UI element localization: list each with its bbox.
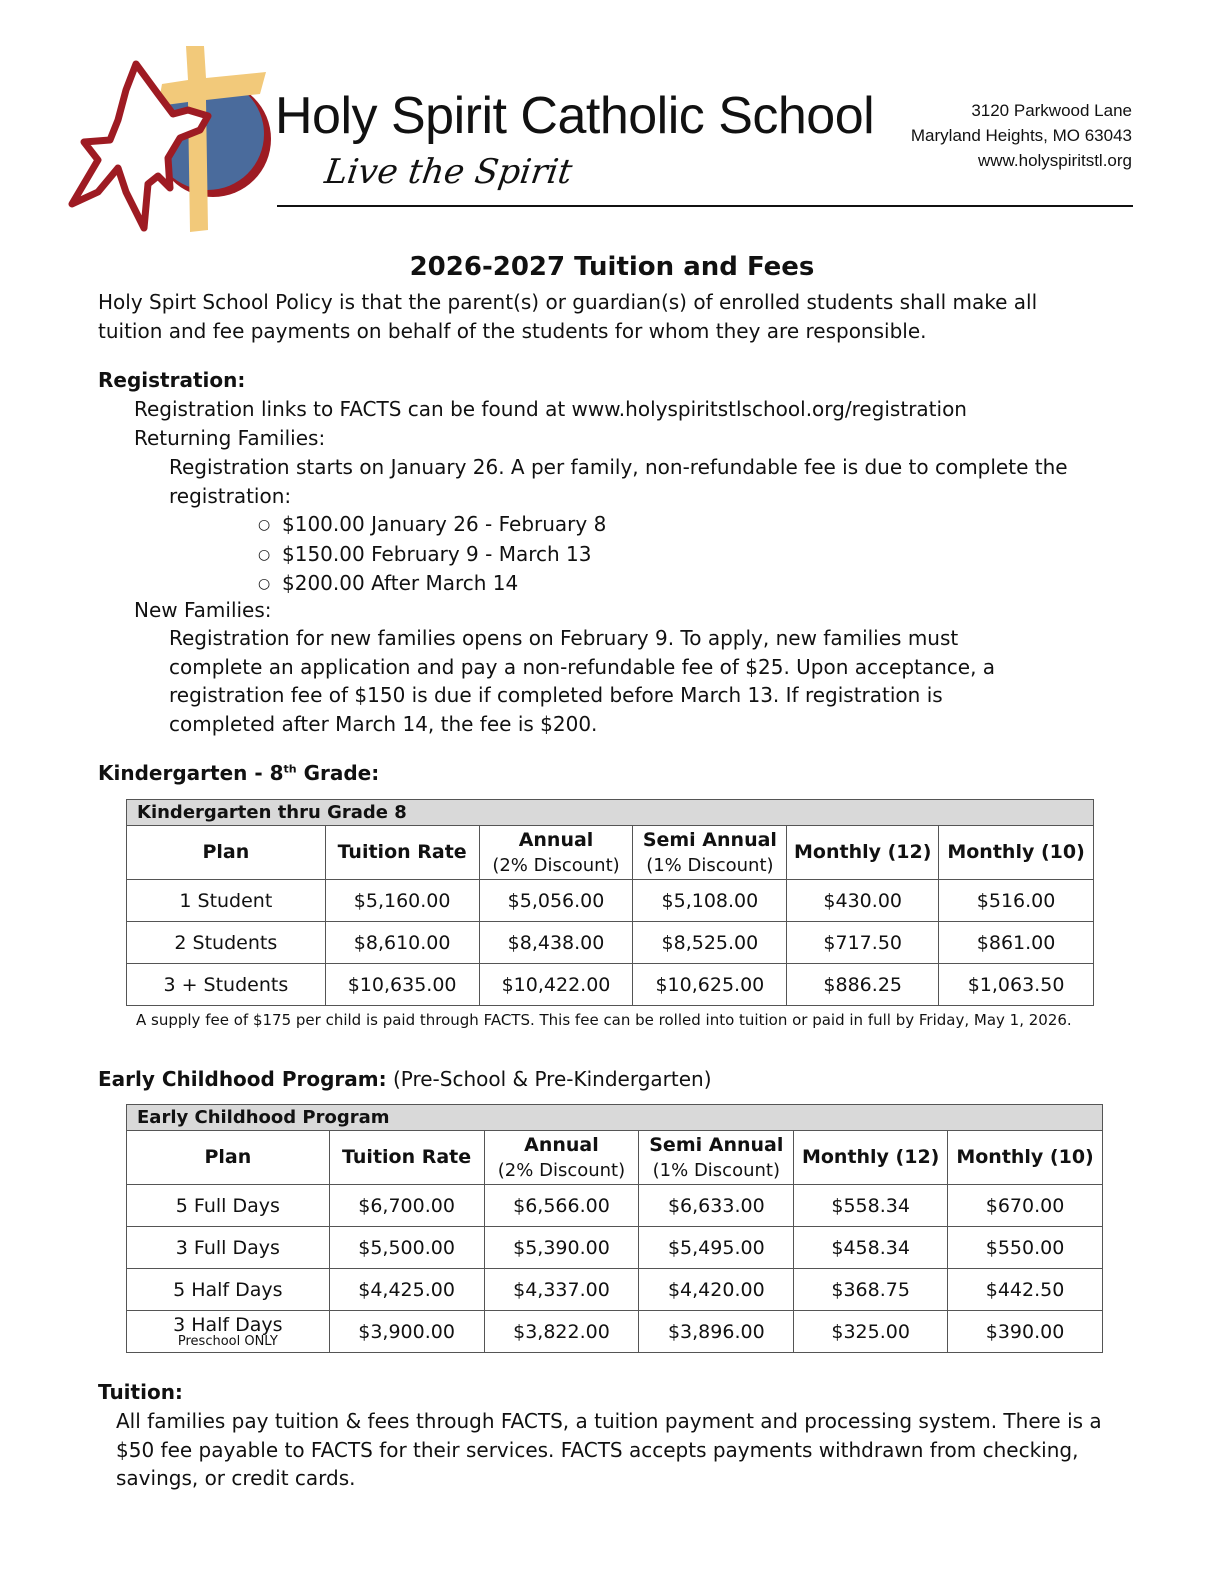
table-cell: $430.00 xyxy=(787,880,939,922)
tuition-line: $50 fee payable to FACTS for their services. FACTS accepts payments withdrawn from checking, xyxy=(116,1437,1079,1462)
column-header: Monthly (12) xyxy=(794,1131,948,1185)
plan-name: 3 Half Days xyxy=(173,1314,283,1336)
address-city: Maryland Heights, MO 63043 xyxy=(910,126,1132,145)
table-row xyxy=(127,1185,1103,1227)
dove-cross-logo-icon xyxy=(68,42,273,240)
table-cell: $5,160.00 xyxy=(325,880,479,922)
table-cell: $6,700.00 xyxy=(329,1185,484,1227)
fee-list-item-text: $200.00 After March 14 xyxy=(282,571,519,596)
policy-line: Holy Spirt School Policy is that the parent(s) or guardian(s) of enrolled students shall make all xyxy=(98,290,1038,314)
table-cell: $550.00 xyxy=(948,1227,1103,1269)
new-families-text xyxy=(169,624,995,738)
registration-heading: Registration: xyxy=(98,368,246,392)
table-cell: $8,525.00 xyxy=(633,922,787,964)
table-cell: $6,566.00 xyxy=(484,1185,639,1227)
table-cell: 5 Half Days xyxy=(127,1269,330,1311)
k8-heading-text: Kindergarten - 8 xyxy=(98,761,284,785)
school-logo xyxy=(68,42,273,240)
fee-list-item-text: $100.00 January 26 - February 8 xyxy=(282,512,607,536)
tuition-line: All families pay tuition & fees through FACTS, a tuition payment and processing system. There is a xyxy=(116,1409,1102,1433)
policy-text xyxy=(98,288,1037,345)
column-header: Tuition Rate xyxy=(325,826,479,880)
table-cell: $10,422.00 xyxy=(479,964,633,1006)
returning-line: Registration starts on January 26. A per family, non-refundable fee is due to complete the xyxy=(169,455,1068,479)
table-cell: $10,625.00 xyxy=(633,964,787,1006)
tuition-line: savings, or credit cards. xyxy=(116,1466,356,1491)
table-row xyxy=(127,964,1094,1006)
k8-tuition-table xyxy=(126,799,1094,1006)
early-childhood-heading xyxy=(98,1065,712,1094)
table-cell: $4,420.00 xyxy=(639,1269,794,1311)
plan-note: Preschool ONLY xyxy=(177,1334,278,1349)
policy-line: tuition and fee payments on behalf of the students for whom they are responsible. xyxy=(98,318,927,343)
new-families-line: Registration for new families opens on February 9. To apply, new families must xyxy=(169,626,959,650)
table-cell: 1 Student xyxy=(127,880,326,922)
k8-heading-tail: Grade: xyxy=(296,761,380,785)
column-header: Semi Annual (1% Discount) xyxy=(633,826,787,880)
fee-list-item xyxy=(258,540,606,570)
table-cell: $558.34 xyxy=(794,1185,948,1227)
table-row xyxy=(127,1311,1103,1353)
table-cell xyxy=(127,1311,330,1353)
table-header-row xyxy=(127,826,1094,880)
new-families-line: completed after March 14, the fee is $200. xyxy=(169,711,598,736)
table-cell: $4,337.00 xyxy=(484,1269,639,1311)
school-tagline: Live the Spirit xyxy=(322,152,575,192)
table-cell: $670.00 xyxy=(948,1185,1103,1227)
fee-list-item xyxy=(258,569,606,599)
table-caption: Kindergarten thru Grade 8 xyxy=(127,800,1094,826)
table-cell: $886.25 xyxy=(787,964,939,1006)
new-families-line: complete an application and pay a non-refundable fee of $25. Upon acceptance, a xyxy=(169,654,996,679)
tuition-heading: Tuition: xyxy=(98,1380,183,1404)
table-row xyxy=(127,1269,1103,1311)
returning-line: registration: xyxy=(169,483,292,508)
table-header-row xyxy=(127,1131,1103,1185)
header-divider xyxy=(277,205,1133,207)
column-header: Tuition Rate xyxy=(329,1131,484,1185)
column-header: Annual (2% Discount) xyxy=(479,826,633,880)
table-cell: $5,495.00 xyxy=(639,1227,794,1269)
table-cell: $1,063.50 xyxy=(939,964,1094,1006)
school-address xyxy=(911,98,1132,173)
early-heading-rest: (Pre-School & Pre-Kindergarten) xyxy=(386,1067,712,1091)
returning-families-label: Returning Families: xyxy=(134,426,326,450)
table-row xyxy=(127,880,1094,922)
table-cell: $442.50 xyxy=(948,1269,1103,1311)
column-header: Plan xyxy=(127,826,326,880)
column-header: Monthly (10) xyxy=(939,826,1094,880)
k8-heading xyxy=(98,761,379,785)
address-street: 3120 Parkwood Lane xyxy=(971,101,1132,120)
tuition-text xyxy=(116,1407,1102,1493)
table-cell: $3,900.00 xyxy=(329,1311,484,1353)
table-cell: $6,633.00 xyxy=(639,1185,794,1227)
table-cell: 3 + Students xyxy=(127,964,326,1006)
table-cell: $5,500.00 xyxy=(329,1227,484,1269)
table-cell: $368.75 xyxy=(794,1269,948,1311)
table-cell: $8,438.00 xyxy=(479,922,633,964)
table-row xyxy=(127,922,1094,964)
table-cell: $516.00 xyxy=(939,880,1094,922)
fee-list-item-text: $150.00 February 9 - March 13 xyxy=(282,541,592,566)
column-header: Annual (2% Discount) xyxy=(484,1131,639,1185)
column-header: Monthly (12) xyxy=(787,826,939,880)
table-cell: $717.50 xyxy=(787,922,939,964)
table-cell: 2 Students xyxy=(127,922,326,964)
table-cell: $4,425.00 xyxy=(329,1269,484,1311)
address-website[interactable]: www.holyspiritstl.org xyxy=(978,151,1132,170)
table-cell: 3 Full Days xyxy=(127,1227,330,1269)
column-header: Semi Annual (1% Discount) xyxy=(639,1131,794,1185)
circle-bullet-icon: ○ xyxy=(258,576,271,593)
circle-bullet-icon: ○ xyxy=(258,546,271,563)
table-cell: $8,610.00 xyxy=(325,922,479,964)
k8-heading-sup: th xyxy=(283,762,297,776)
supply-fee-note: A supply fee of $175 per child is paid through FACTS. This fee can be rolled into tuition or paid in full by Friday, May 1, 2026. xyxy=(136,1011,1072,1029)
table-caption: Early Childhood Program xyxy=(127,1105,1103,1131)
table-cell: 5 Full Days xyxy=(127,1185,330,1227)
table-cell: $390.00 xyxy=(948,1311,1103,1353)
table-cell: $3,896.00 xyxy=(639,1311,794,1353)
circle-bullet-icon: ○ xyxy=(258,517,271,533)
column-header: Monthly (10) xyxy=(948,1131,1103,1185)
new-families-label: New Families: xyxy=(134,598,272,622)
table-cell: $458.34 xyxy=(794,1227,948,1269)
fee-list-item xyxy=(258,510,606,540)
page-title: 2026-2027 Tuition and Fees xyxy=(409,252,815,282)
table-row xyxy=(127,1227,1103,1269)
table-cell: $861.00 xyxy=(939,922,1094,964)
returning-families-text xyxy=(169,453,1068,510)
school-name: Holy Spirit Catholic School xyxy=(275,87,875,145)
early-childhood-tuition-table xyxy=(126,1104,1103,1353)
table-cell: $5,056.00 xyxy=(479,880,633,922)
table-cell: $325.00 xyxy=(794,1311,948,1353)
new-families-line: registration fee of $150 is due if completed before March 13. If registration is xyxy=(169,683,943,708)
table-cell: $5,390.00 xyxy=(484,1227,639,1269)
table-cell: $5,108.00 xyxy=(633,880,787,922)
table-cell: $10,635.00 xyxy=(325,964,479,1006)
returning-fee-list xyxy=(258,510,606,599)
registration-links-text: Registration links to FACTS can be found at www.holyspiritstlschool.org/registration xyxy=(134,397,967,421)
table-cell: $3,822.00 xyxy=(484,1311,639,1353)
early-heading-bold: Early Childhood Program: xyxy=(98,1067,387,1091)
column-header: Plan xyxy=(127,1131,330,1185)
